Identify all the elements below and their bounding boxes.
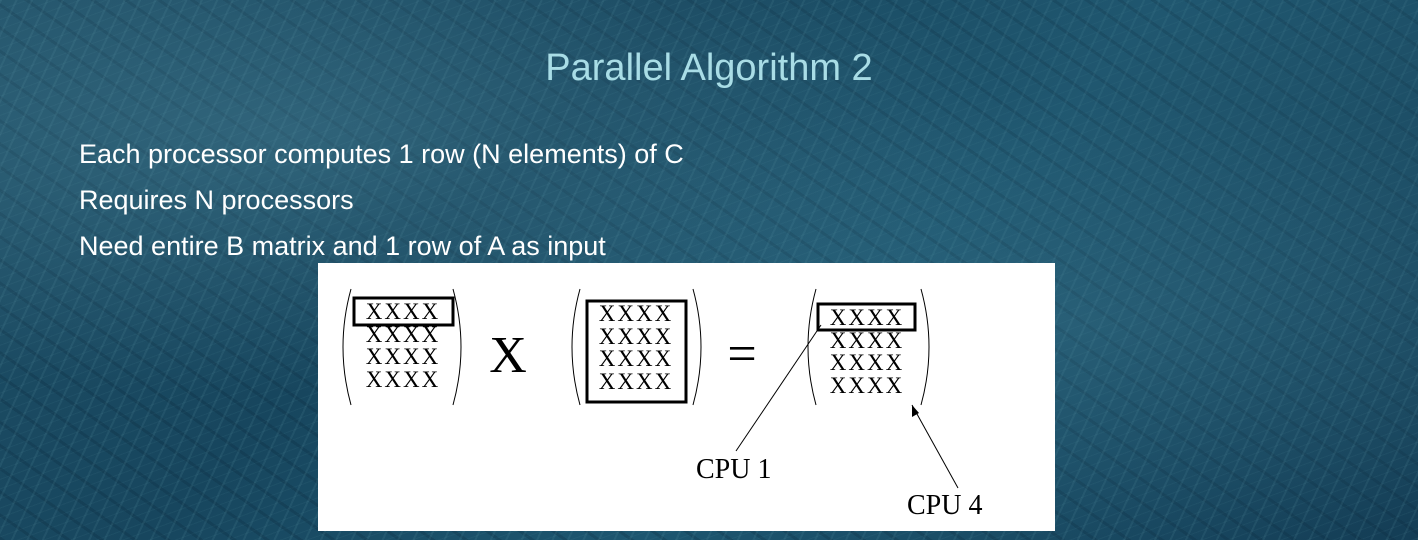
matrix-row: XXXX [829,373,905,398]
matrix-row: XXXX [598,324,674,349]
cpu1-label: CPU 1 [696,454,772,485]
matrix-b [572,289,701,405]
bullet-item: Each processor computes 1 row (N elements) of C [79,139,684,169]
matrix-row: XXXX [829,350,905,375]
left-paren [572,289,580,405]
bullet-list [79,131,684,269]
right-paren [921,289,929,405]
left-paren [343,289,351,405]
right-paren [693,289,701,405]
left-paren [808,289,816,405]
matrix-multiplication-diagram [318,263,1055,531]
matrix-row: XXXX [829,328,905,353]
bullet-item: Need entire B matrix and 1 row of A as input [79,231,606,261]
matrix-row: XXXX [365,367,441,392]
matrix-c [808,289,929,405]
matrix-row: XXXX [598,301,674,326]
matrix-row: XXXX [829,305,905,330]
slide-title: Parallel Algorithm 2 [545,47,873,89]
cpu4-label: CPU 4 [907,490,983,521]
cpu4-pointer-line [912,405,958,488]
multiply-sign: X [489,327,527,384]
equals-sign: = [727,326,757,383]
matrix-row: XXXX [598,369,674,394]
bullet-item: Requires N processors [79,185,354,215]
matrix-row: XXXX [598,346,674,371]
matrix-row: XXXX [365,322,441,347]
matrix-a [343,289,461,405]
matrix-row: XXXX [365,299,441,324]
matrix-row: XXXX [365,344,441,369]
